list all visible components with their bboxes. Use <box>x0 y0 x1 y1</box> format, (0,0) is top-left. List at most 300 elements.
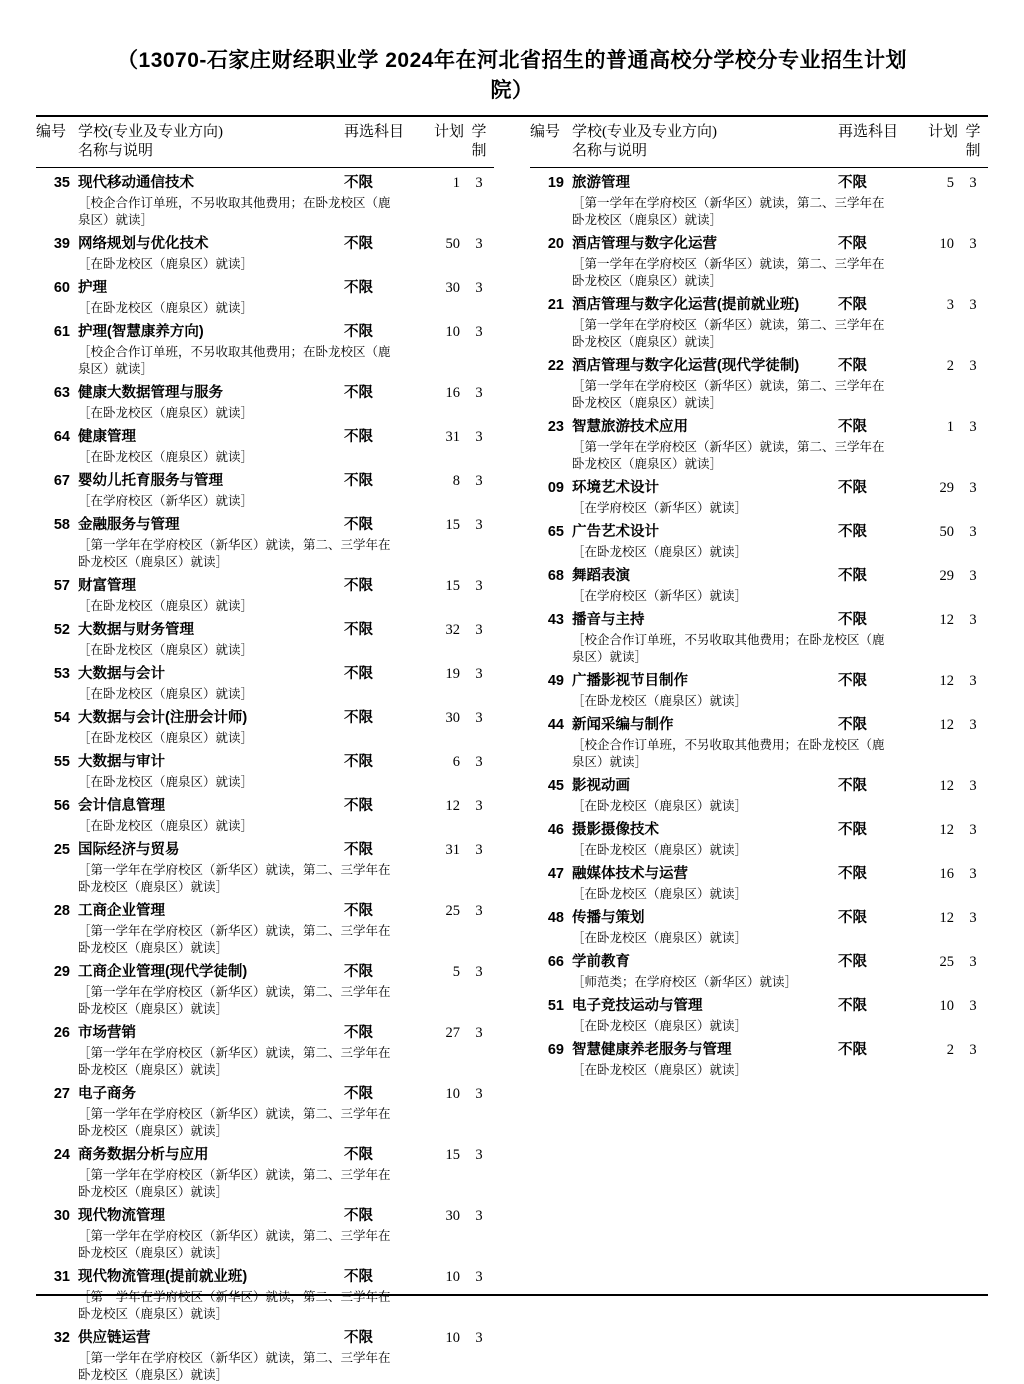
cell-year: 3 <box>475 842 483 858</box>
cell-code: 26 <box>53 1025 70 1041</box>
cell-major-name: 传播与策划 <box>572 910 645 926</box>
cell-plan: 19 <box>445 666 460 682</box>
table-row <box>530 229 988 290</box>
table-row <box>530 771 988 815</box>
row-note: ［在卧龙校区（鹿泉区）就读］ <box>78 257 254 271</box>
cell-major-name: 国际经济与贸易 <box>78 842 180 858</box>
header-name-line-1: 学校(专业及专业方向) <box>572 124 717 140</box>
table-row-main <box>530 473 988 498</box>
table-row-main <box>530 1035 988 1060</box>
row-note: ［在卧龙校区（鹿泉区）就读］ <box>78 406 254 420</box>
table-row <box>36 168 494 229</box>
table-row <box>530 605 988 666</box>
table-row-main <box>36 835 494 860</box>
cell-code: 55 <box>53 754 70 770</box>
cell-year: 3 <box>969 866 977 882</box>
table-row-main <box>530 710 988 735</box>
table-row <box>36 615 494 659</box>
header-year-line-1: 学 <box>965 124 981 140</box>
cell-plan: 27 <box>445 1025 460 1041</box>
cell-plan: 12 <box>939 673 954 689</box>
cell-code: 28 <box>53 903 70 919</box>
cell-plan: 16 <box>445 385 460 401</box>
table-row-main <box>36 957 494 982</box>
table-row-main <box>36 1262 494 1287</box>
cell-code: 21 <box>547 297 564 313</box>
cell-code: 29 <box>53 964 70 980</box>
cell-code: 48 <box>547 910 564 926</box>
page-title-line-2: 院） <box>490 79 534 102</box>
cell-major-name: 护理 <box>78 280 107 296</box>
table-row <box>36 510 494 571</box>
cell-year: 3 <box>969 673 977 689</box>
table-row <box>530 666 988 710</box>
row-note: ［在学府校区（新华区）就读］ <box>572 589 748 603</box>
row-note: ［在卧龙校区（鹿泉区）就读］ <box>572 1063 748 1077</box>
cell-plan: 8 <box>452 473 460 489</box>
cell-subject: 不限 <box>838 297 867 313</box>
cell-plan: 5 <box>452 964 460 980</box>
row-note: ［在卧龙校区（鹿泉区）就读］ <box>572 799 748 813</box>
cell-year: 3 <box>475 175 483 191</box>
cell-year: 3 <box>969 998 977 1014</box>
cell-subject: 不限 <box>344 236 373 252</box>
row-note: ［在卧龙校区（鹿泉区）就读］ <box>572 545 748 559</box>
cell-subject: 不限 <box>344 473 373 489</box>
row-note: ［第一学年在学府校区（新华区）就读，第二、三学年在卧龙校区（鹿泉区）就读］ <box>572 440 885 471</box>
cell-year: 3 <box>475 1208 483 1224</box>
cell-major-name: 学前教育 <box>572 954 630 970</box>
table-row-main <box>36 703 494 728</box>
table-row <box>36 466 494 510</box>
cell-plan: 31 <box>445 429 460 445</box>
header-name <box>78 123 344 161</box>
cell-major-name: 广告艺术设计 <box>572 524 659 540</box>
table-row <box>530 412 988 473</box>
cell-subject: 不限 <box>344 798 373 814</box>
cell-plan: 10 <box>939 998 954 1014</box>
header-name-line-2: 名称与说明 <box>78 143 154 159</box>
cell-plan: 12 <box>939 822 954 838</box>
cell-major-name: 工商企业管理 <box>78 903 165 919</box>
row-note: ［第一学年在学府校区（新华区）就读，第二、三学年在卧龙校区（鹿泉区）就读］ <box>572 379 885 410</box>
cell-subject: 不限 <box>838 524 867 540</box>
cell-plan: 25 <box>939 954 954 970</box>
cell-subject: 不限 <box>344 280 373 296</box>
cell-code: 47 <box>547 866 564 882</box>
cell-code: 27 <box>53 1086 70 1102</box>
table-row <box>36 378 494 422</box>
cell-plan: 1 <box>452 175 460 191</box>
row-note: ［第一学年在学府校区（新华区）就读，第二、三学年在卧龙校区（鹿泉区）就读］ <box>78 1107 391 1138</box>
cell-subject: 不限 <box>344 385 373 401</box>
cell-code: 22 <box>547 358 564 374</box>
row-note: ［第一学年在学府校区（新华区）就读，第二、三学年在卧龙校区（鹿泉区）就读］ <box>78 1168 391 1199</box>
cell-plan: 30 <box>445 1208 460 1224</box>
cell-code: 20 <box>547 236 564 252</box>
table-row-main <box>36 1079 494 1104</box>
cell-major-name: 大数据与会计(注册会计师) <box>78 710 248 726</box>
page-title-line-1: （13070-石家庄财经职业学 2024年在河北省招生的普通高校分学校分专业招生计划 <box>117 49 907 72</box>
table-row-main <box>530 991 988 1016</box>
cell-year: 3 <box>969 717 977 733</box>
cell-major-name: 大数据与审计 <box>78 754 165 770</box>
table-row-main <box>530 903 988 928</box>
table-row-main <box>36 378 494 403</box>
row-note: ［第一学年在学府校区（新华区）就读，第二、三学年在卧龙校区（鹿泉区）就读］ <box>78 985 391 1016</box>
cell-code: 61 <box>53 324 70 340</box>
header-plan: 计划 <box>927 124 958 140</box>
cell-plan: 2 <box>946 358 954 374</box>
table-row-main <box>530 290 988 315</box>
cell-plan: 10 <box>445 1269 460 1285</box>
cell-plan: 29 <box>939 480 954 496</box>
cell-major-name: 广播影视节目制作 <box>572 673 688 689</box>
cell-subject: 不限 <box>344 1208 373 1224</box>
cell-code: 30 <box>53 1208 70 1224</box>
two-column-layout <box>36 117 988 1384</box>
cell-year: 3 <box>475 280 483 296</box>
table-row-main <box>530 605 988 630</box>
cell-code: 44 <box>547 717 564 733</box>
table-row <box>36 791 494 835</box>
row-note: ［在卧龙校区（鹿泉区）就读］ <box>572 931 748 945</box>
cell-code: 19 <box>547 175 564 191</box>
cell-subject: 不限 <box>838 822 867 838</box>
cell-plan: 29 <box>939 568 954 584</box>
cell-plan: 50 <box>445 236 460 252</box>
cell-subject: 不限 <box>838 236 867 252</box>
cell-subject: 不限 <box>344 754 373 770</box>
row-note: ［在卧龙校区（鹿泉区）就读］ <box>78 775 254 789</box>
cell-year: 3 <box>475 1147 483 1163</box>
cell-subject: 不限 <box>344 842 373 858</box>
row-note: ［第一学年在学府校区（新华区）就读，第二、三学年在卧龙校区（鹿泉区）就读］ <box>572 318 885 349</box>
table-row <box>36 1140 494 1201</box>
cell-plan: 12 <box>939 612 954 628</box>
cell-major-name: 财富管理 <box>78 578 136 594</box>
cell-code: 53 <box>53 666 70 682</box>
table-row <box>36 1079 494 1140</box>
cell-plan: 12 <box>939 717 954 733</box>
cell-code: 64 <box>53 429 70 445</box>
table-row-main <box>530 168 988 193</box>
cell-major-name: 旅游管理 <box>572 175 630 191</box>
table-row <box>36 896 494 957</box>
table-row <box>36 659 494 703</box>
cell-subject: 不限 <box>344 710 373 726</box>
cell-major-name: 市场营销 <box>78 1025 136 1041</box>
cell-code: 66 <box>547 954 564 970</box>
table-row <box>530 710 988 771</box>
cell-plan: 10 <box>445 1086 460 1102</box>
row-note: ［第一学年在学府校区（新华区）就读，第二、三学年在卧龙校区（鹿泉区）就读］ <box>572 257 885 288</box>
header-name-line-1: 学校(专业及专业方向) <box>78 124 223 140</box>
table-row-main <box>36 747 494 772</box>
cell-year: 3 <box>475 1086 483 1102</box>
cell-year: 3 <box>475 754 483 770</box>
cell-year: 3 <box>475 385 483 401</box>
table-row <box>530 903 988 947</box>
cell-subject: 不限 <box>344 1269 373 1285</box>
header-year-line-1: 学 <box>471 124 487 140</box>
table-row <box>36 1201 494 1262</box>
left-column <box>36 117 494 1384</box>
cell-year: 3 <box>475 622 483 638</box>
cell-code: 23 <box>547 419 564 435</box>
table-row-main <box>36 229 494 254</box>
table-row <box>530 473 988 517</box>
table-row <box>530 290 988 351</box>
table-row <box>530 168 988 229</box>
row-note: ［校企合作订单班，不另收取其他费用；在卧龙校区（鹿泉区）就读］ <box>78 345 391 376</box>
row-note: ［在卧龙校区（鹿泉区）就读］ <box>572 694 748 708</box>
cell-plan: 5 <box>946 175 954 191</box>
table-row <box>530 351 988 412</box>
row-note: ［校企合作订单班，不另收取其他费用；在卧龙校区（鹿泉区）就读］ <box>572 633 885 664</box>
cell-plan: 50 <box>939 524 954 540</box>
cell-subject: 不限 <box>838 717 867 733</box>
table-row <box>530 815 988 859</box>
cell-major-name: 播音与主持 <box>572 612 645 628</box>
row-note: ［在卧龙校区（鹿泉区）就读］ <box>78 643 254 657</box>
cell-year: 3 <box>475 710 483 726</box>
cell-major-name: 摄影摄像技术 <box>572 822 659 838</box>
table-row-main <box>36 571 494 596</box>
cell-year: 3 <box>969 236 977 252</box>
table-row-main <box>36 791 494 816</box>
cell-code: 58 <box>53 517 70 533</box>
cell-major-name: 现代物流管理 <box>78 1208 165 1224</box>
header-year <box>958 123 988 161</box>
cell-code: 32 <box>53 1330 70 1346</box>
row-note: ［第一学年在学府校区（新华区）就读，第二、三学年在卧龙校区（鹿泉区）就读］ <box>78 1290 391 1321</box>
row-note: ［在卧龙校区（鹿泉区）就读］ <box>78 819 254 833</box>
row-note: ［校企合作订单班，不另收取其他费用；在卧龙校区（鹿泉区）就读］ <box>78 196 391 227</box>
cell-code: 60 <box>53 280 70 296</box>
cell-code: 39 <box>53 236 70 252</box>
table-row-main <box>530 771 988 796</box>
cell-subject: 不限 <box>344 964 373 980</box>
cell-code: 46 <box>547 822 564 838</box>
table-row <box>530 859 988 903</box>
cell-code: 56 <box>53 798 70 814</box>
table-row-main <box>36 273 494 298</box>
cell-major-name: 大数据与财务管理 <box>78 622 194 638</box>
cell-year: 3 <box>475 517 483 533</box>
header-name <box>572 123 838 161</box>
cell-year: 3 <box>969 358 977 374</box>
cell-plan: 15 <box>445 578 460 594</box>
cell-major-name: 电子竞技运动与管理 <box>572 998 703 1014</box>
cell-major-name: 健康大数据管理与服务 <box>78 385 223 401</box>
table-row-main <box>36 615 494 640</box>
cell-code: 49 <box>547 673 564 689</box>
row-note: ［校企合作订单班，不另收取其他费用；在卧龙校区（鹿泉区）就读］ <box>572 738 885 769</box>
cell-major-name: 护理(智慧康养方向) <box>78 324 204 340</box>
left-column-header <box>36 117 494 168</box>
header-name-line-2: 名称与说明 <box>572 143 648 159</box>
table-row <box>530 947 988 991</box>
cell-plan: 12 <box>939 910 954 926</box>
right-column-body <box>530 168 988 1079</box>
cell-major-name: 酒店管理与数字化运营(提前就业班) <box>572 297 800 313</box>
table-row-main <box>530 947 988 972</box>
cell-major-name: 金融服务与管理 <box>78 517 180 533</box>
table-row <box>36 703 494 747</box>
table-row <box>36 273 494 317</box>
row-note: ［在学府校区（新华区）就读］ <box>78 494 254 508</box>
table-row-main <box>530 351 988 376</box>
row-note: ［在卧龙校区（鹿泉区）就读］ <box>78 301 254 315</box>
row-note: ［师范类；在学府校区（新华区）就读］ <box>572 975 798 989</box>
cell-plan: 15 <box>445 517 460 533</box>
row-note: ［在卧龙校区（鹿泉区）就读］ <box>78 599 254 613</box>
row-note: ［第一学年在学府校区（新华区）就读，第二、三学年在卧龙校区（鹿泉区）就读］ <box>78 924 391 955</box>
header-subject: 再选科目 <box>838 124 899 140</box>
row-note: ［第一学年在学府校区（新华区）就读，第二、三学年在卧龙校区（鹿泉区）就读］ <box>78 1046 391 1077</box>
cell-subject: 不限 <box>838 419 867 435</box>
cell-subject: 不限 <box>344 324 373 340</box>
cell-subject: 不限 <box>838 778 867 794</box>
table-row-main <box>36 659 494 684</box>
cell-year: 3 <box>969 910 977 926</box>
cell-code: 69 <box>547 1042 564 1058</box>
cell-plan: 30 <box>445 280 460 296</box>
cell-subject: 不限 <box>838 480 867 496</box>
row-note: ［在卧龙校区（鹿泉区）就读］ <box>78 687 254 701</box>
cell-major-name: 工商企业管理(现代学徒制) <box>78 964 248 980</box>
cell-major-name: 智慧健康养老服务与管理 <box>572 1042 732 1058</box>
cell-code: 35 <box>53 175 70 191</box>
table-row-main <box>530 859 988 884</box>
cell-code: 43 <box>547 612 564 628</box>
cell-plan: 16 <box>939 866 954 882</box>
cell-code: 68 <box>547 568 564 584</box>
cell-subject: 不限 <box>344 903 373 919</box>
table-row <box>530 1035 988 1079</box>
cell-subject: 不限 <box>344 517 373 533</box>
cell-year: 3 <box>969 480 977 496</box>
cell-code: 52 <box>53 622 70 638</box>
table-row-main <box>36 422 494 447</box>
cell-major-name: 融媒体技术与运营 <box>572 866 688 882</box>
header-year-line-2: 制 <box>965 143 981 159</box>
cell-subject: 不限 <box>344 1147 373 1163</box>
cell-year: 3 <box>969 175 977 191</box>
cell-subject: 不限 <box>838 612 867 628</box>
right-column-header <box>530 117 988 168</box>
table-row <box>530 517 988 561</box>
table-row-main <box>530 517 988 542</box>
cell-major-name: 现代移动通信技术 <box>78 175 194 191</box>
cell-plan: 10 <box>445 1330 460 1346</box>
cell-year: 3 <box>969 954 977 970</box>
cell-plan: 12 <box>445 798 460 814</box>
table-row-main <box>36 168 494 193</box>
table-row-main <box>530 561 988 586</box>
cell-major-name: 酒店管理与数字化运营(现代学徒制) <box>572 358 800 374</box>
cell-code: 31 <box>53 1269 70 1285</box>
table-row <box>36 229 494 273</box>
cell-major-name: 电子商务 <box>78 1086 136 1102</box>
cell-code: 54 <box>53 710 70 726</box>
cell-major-name: 网络规划与优化技术 <box>78 236 209 252</box>
cell-subject: 不限 <box>838 358 867 374</box>
table-row <box>36 957 494 1018</box>
cell-year: 3 <box>475 324 483 340</box>
cell-year: 3 <box>969 297 977 313</box>
row-note: ［第一学年在学府校区（新华区）就读，第二、三学年在卧龙校区（鹿泉区）就读］ <box>78 1351 391 1382</box>
table-row-main <box>36 1140 494 1165</box>
cell-subject: 不限 <box>344 1330 373 1346</box>
cell-plan: 10 <box>445 324 460 340</box>
header-plan: 计划 <box>433 124 464 140</box>
table-row <box>530 991 988 1035</box>
cell-major-name: 影视动画 <box>572 778 630 794</box>
footer-divider <box>36 1294 988 1296</box>
cell-subject: 不限 <box>838 954 867 970</box>
row-note: ［在卧龙校区（鹿泉区）就读］ <box>78 731 254 745</box>
cell-subject: 不限 <box>838 175 867 191</box>
row-note: ［在卧龙校区（鹿泉区）就读］ <box>78 450 254 464</box>
cell-plan: 25 <box>445 903 460 919</box>
cell-year: 3 <box>475 429 483 445</box>
cell-plan: 6 <box>452 754 460 770</box>
table-row-main <box>36 1201 494 1226</box>
table-row <box>36 747 494 791</box>
cell-major-name: 健康管理 <box>78 429 136 445</box>
cell-subject: 不限 <box>838 998 867 1014</box>
cell-year: 3 <box>475 236 483 252</box>
table-row <box>36 1323 494 1384</box>
cell-code: 09 <box>547 480 564 496</box>
cell-year: 3 <box>969 419 977 435</box>
table-row-main <box>530 666 988 691</box>
cell-major-name: 新闻采编与制作 <box>572 717 674 733</box>
row-note: ［第一学年在学府校区（新华区）就读，第二、三学年在卧龙校区（鹿泉区）就读］ <box>572 196 885 227</box>
cell-year: 3 <box>969 568 977 584</box>
table-row-main <box>36 1018 494 1043</box>
cell-year: 3 <box>475 1269 483 1285</box>
cell-major-name: 会计信息管理 <box>78 798 165 814</box>
cell-major-name: 商务数据分析与应用 <box>78 1147 209 1163</box>
header-year <box>464 123 494 161</box>
table-row <box>36 835 494 896</box>
table-row <box>36 571 494 615</box>
cell-year: 3 <box>969 612 977 628</box>
cell-major-name: 婴幼儿托育服务与管理 <box>78 473 223 489</box>
table-row-main <box>36 1323 494 1348</box>
header-code: 编号 <box>530 124 561 140</box>
cell-major-name: 大数据与会计 <box>78 666 165 682</box>
header-year-line-2: 制 <box>471 143 487 159</box>
table-row <box>36 1018 494 1079</box>
row-note: ［在卧龙校区（鹿泉区）就读］ <box>572 887 748 901</box>
cell-year: 3 <box>475 964 483 980</box>
table-row-main <box>530 815 988 840</box>
cell-plan: 12 <box>939 778 954 794</box>
cell-major-name: 环境艺术设计 <box>572 480 659 496</box>
cell-subject: 不限 <box>838 673 867 689</box>
cell-subject: 不限 <box>344 1086 373 1102</box>
cell-subject: 不限 <box>344 578 373 594</box>
cell-year: 3 <box>969 524 977 540</box>
row-note: ［在学府校区（新华区）就读］ <box>572 501 748 515</box>
cell-major-name: 酒店管理与数字化运营 <box>572 236 717 252</box>
cell-year: 3 <box>475 666 483 682</box>
row-note: ［第一学年在学府校区（新华区）就读，第二、三学年在卧龙校区（鹿泉区）就读］ <box>78 1229 391 1260</box>
